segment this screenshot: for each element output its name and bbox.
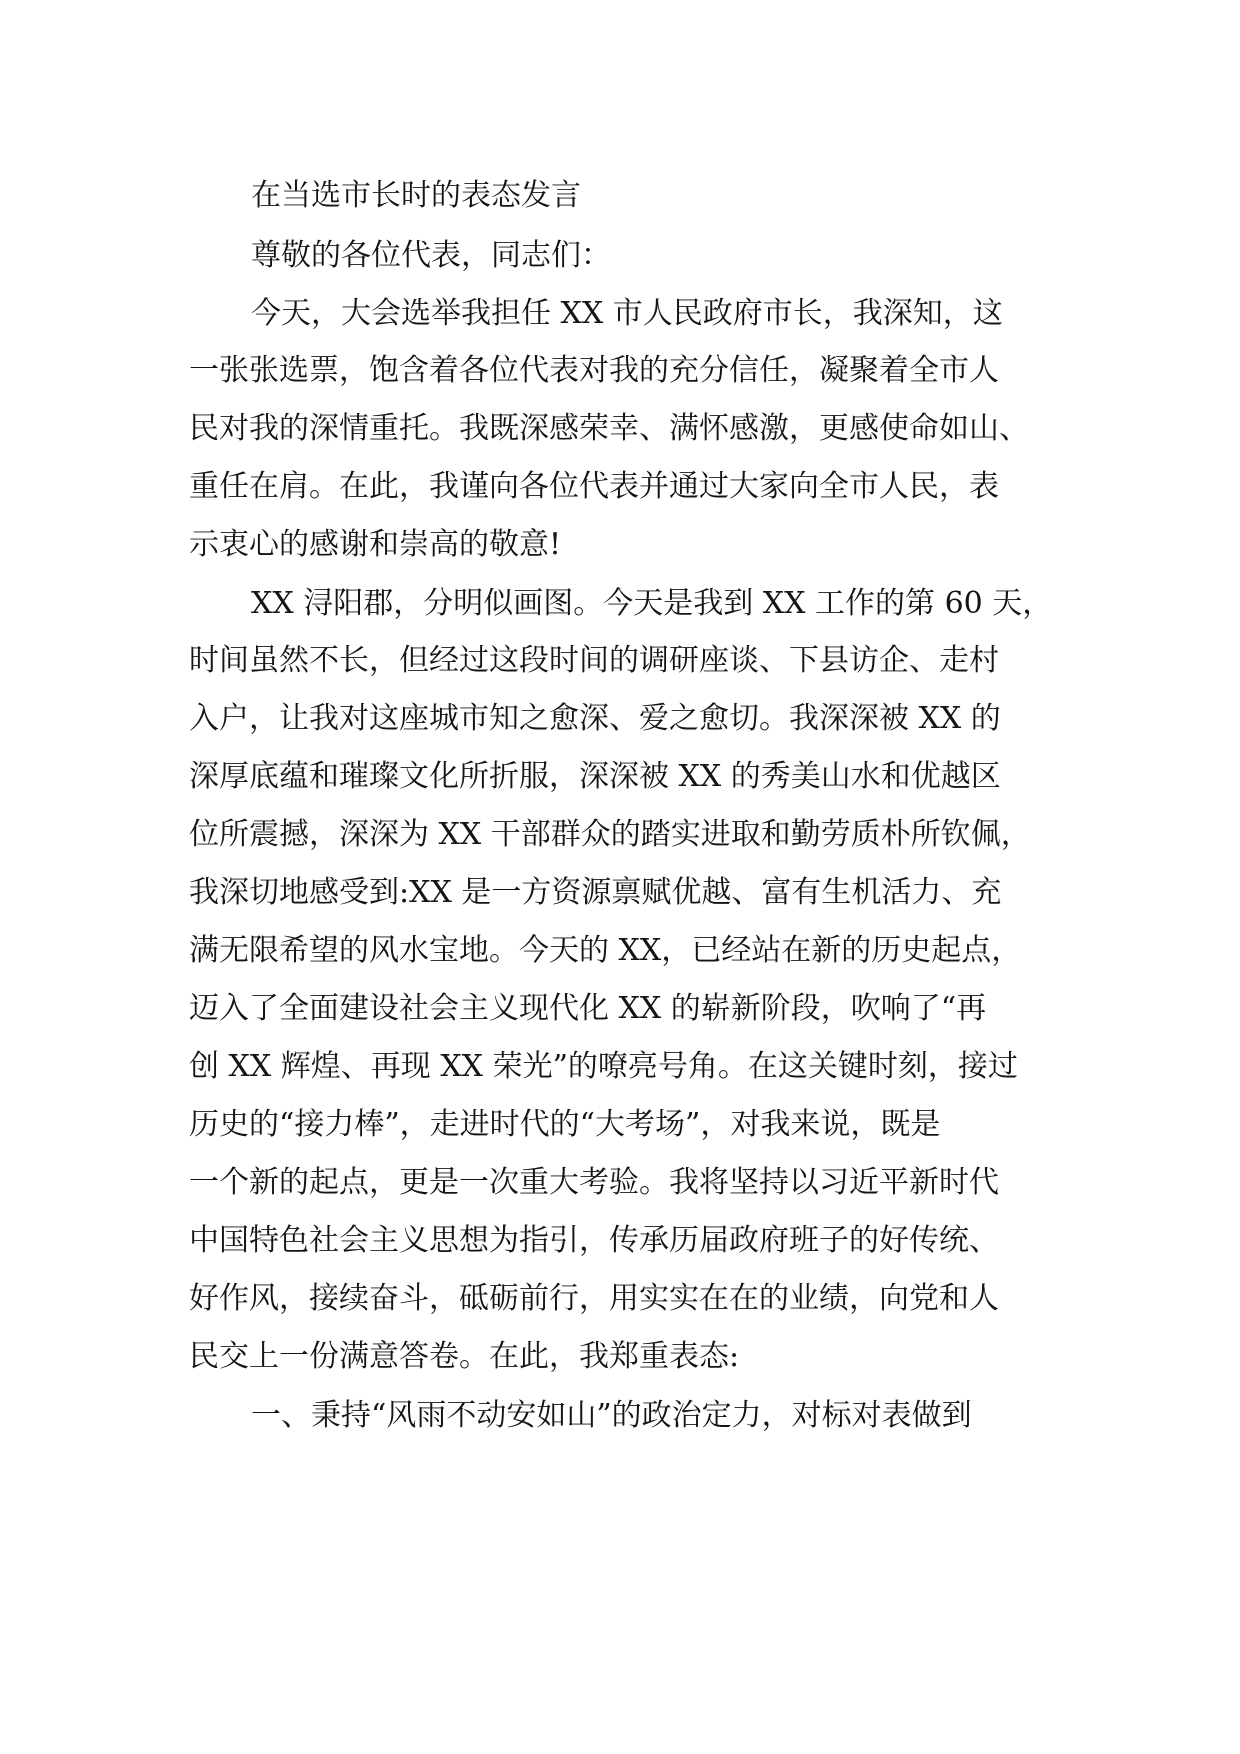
paragraph-line: 深厚底蕴和璀璨文化所折服，深深被 XX 的秀美山水和优越区: [189, 759, 1001, 794]
paragraph-line: 历史的“接力棒”，走进时代的“大考场”，对我来说，既是: [189, 1107, 941, 1142]
paragraph-line: 入户，让我对这座城市知之愈深、爱之愈切。我深深被 XX 的: [189, 701, 1001, 736]
paragraph-line: 今天，大会选举我担任 XX 市人民政府市长，我深知，这: [251, 296, 1003, 331]
paragraph-line: 我深切地感受到:XX 是一方资源禀赋优越、富有生机活力、充: [189, 875, 1002, 910]
paragraph-line: 迈入了全面建设社会主义现代化 XX 的崭新阶段，吹响了“再: [189, 991, 987, 1026]
paragraph-line: 示衷心的感谢和崇高的敬意!: [189, 527, 562, 562]
paragraph-line: 民交上一份满意答卷。在此，我郑重表态:: [189, 1339, 740, 1374]
paragraph-line: 满无限希望的风水宝地。今天的 XX，已经站在新的历史起点，: [189, 933, 1022, 968]
paragraph-line: 中国特色社会主义思想为指引，传承历届政府班子的好传统、: [189, 1223, 999, 1258]
paragraph-line: 时间虽然不长，但经过这段时间的调研座谈、下县访企、走村: [189, 643, 999, 678]
document-title: 在当选市长时的表态发言: [251, 178, 581, 213]
paragraph-line: 位所震撼，深深为 XX 干部群众的踏实进取和勤劳质朴所钦佩，: [189, 817, 1031, 852]
section-heading: 一、秉持“风雨不动安如山”的政治定力，对标对表做到: [251, 1398, 972, 1433]
paragraph-line: 创 XX 辉煌、再现 XX 荣光”的嘹亮号角。在这关键时刻，接过: [189, 1049, 1018, 1084]
paragraph-line: XX 浔阳郡，分明似画图。今天是我到 XX 工作的第 60 天，: [251, 586, 1053, 621]
paragraph-line: 好作风，接续奋斗，砥砺前行，用实实在在的业绩，向党和人: [189, 1281, 999, 1316]
paragraph-line: 民对我的深情重托。我既深感荣幸、满怀感激，更感使命如山、: [189, 411, 1029, 446]
salutation: 尊敬的各位代表，同志们：: [251, 238, 611, 273]
paragraph-line: 一个新的起点，更是一次重大考验。我将坚持以习近平新时代: [189, 1165, 999, 1200]
paragraph-line: 一张张选票，饱含着各位代表对我的充分信任，凝聚着全市人: [189, 353, 999, 388]
paragraph-line: 重任在肩。在此，我谨向各位代表并通过大家向全市人民，表: [189, 469, 999, 504]
